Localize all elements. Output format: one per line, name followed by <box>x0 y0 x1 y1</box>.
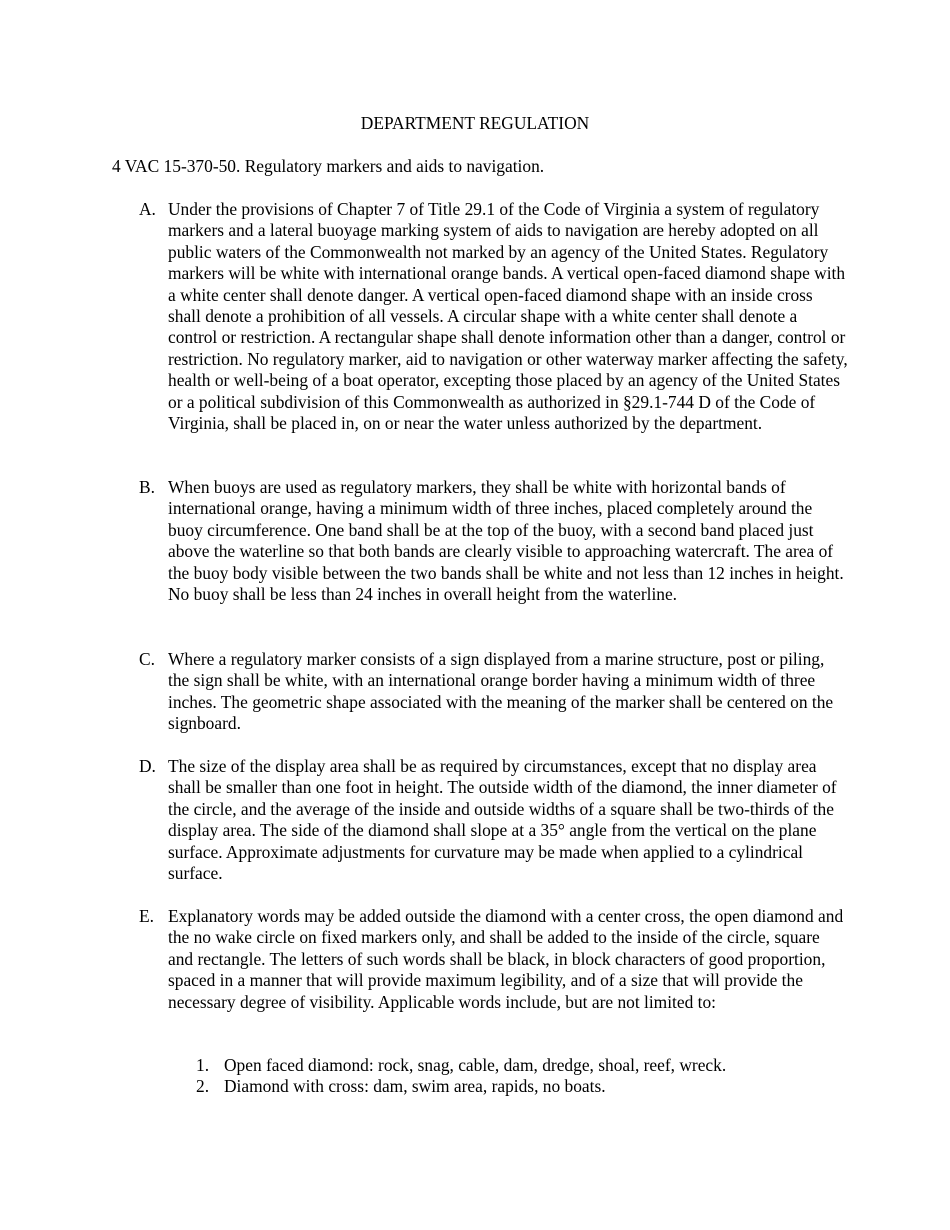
paragraph-letter: A. <box>139 199 156 219</box>
paragraph-text: Under the provisions of Chapter 7 of Title 29.1 of the Code of Virginia a system of regulatory markers and a lateral buoyage marking system of aids to navigation are hereby adopted on all public waters of the Commonwealth not marked by an agency of the United States. Regulatory markers will be white with international orange bands. A vertical open-faced diamond shape with a white center shall denote danger. A vertical open-faced diamond shape with an inside cross shall denote a prohibition of all vessels. A circular shape with a white center shall denote a control or restriction. A rectangular shape shall denote information other than a danger, control or restriction. No regulatory marker, aid to navigation or other waterway marker affecting the safety, health or well-being of a boat operator, excepting those placed by an agency of the United States or a political subdivision of this Commonwealth as authorized in §29.1-744 D of the Code of Virginia, shall be placed in, on or near the water unless authorized by the department. <box>168 199 848 434</box>
paragraph-text: The size of the display area shall be as required by circumstances, except that no display area shall be smaller than one foot in height. The outside width of the diamond, the inner diameter of the circle, and the average of the inside and outside widths of a square shall be two-thirds of the display area. The side of the diamond shall slope at a 35° angle from the vertical on the plane surface. Approximate adjustments for curvature may be made when applied to a cylindrical surface. <box>168 756 837 884</box>
list-item-number: 1. <box>196 1055 210 1075</box>
paragraph-letter: B. <box>139 477 155 497</box>
paragraph-letter: C. <box>139 649 155 669</box>
section-heading: 4 VAC 15-370-50. Regulatory markers and aids to navigation. <box>112 156 545 176</box>
paragraph-text: When buoys are used as regulatory markers, they shall be white with horizontal bands of international orange, having a minimum width of three inches, placed completely around the buoy circumference. One band shall be at the top of the buoy, with a second band placed just above the waterline so that both bands are clearly visible to approaching watercraft. The area of the buoy body visible between the two bands shall be white and not less than 12 inches in height. No buoy shall be less than 24 inches in overall height from the waterline. <box>168 477 844 605</box>
paragraph-letter: E. <box>139 906 154 926</box>
paragraph-text: Where a regulatory marker consists of a sign displayed from a marine structure, post or piling, the sign shall be white, with an international orange border having a minimum width of three inches. The geometric shape associated with the meaning of the marker shall be centered on the signboard. <box>168 649 834 734</box>
paragraph-text: Explanatory words may be added outside the diamond with a center cross, the open diamond and the no wake circle on fixed markers only, and shall be added to the inside of the circle, square and rectangle. The letters of such words shall be black, in block characters of good proportion, spaced in a manner that will provide maximum legibility, and of a size that will provide the necessary degree of visibility. Applicable words include, but are not limited to: <box>168 906 844 1012</box>
applicable-words-list <box>196 1055 846 1098</box>
paragraph-letter: D. <box>139 756 156 776</box>
document-title: DEPARTMENT REGULATION <box>360 113 590 133</box>
list-item-text: Diamond with cross: dam, swim area, rapids, no boats. <box>224 1076 606 1097</box>
list-item-number: 2. <box>196 1076 210 1097</box>
list-item <box>196 1076 846 1097</box>
list-item-text: Open faced diamond: rock, snag, cable, dam, dredge, shoal, reef, wreck. <box>224 1055 727 1075</box>
list-item <box>196 1055 846 1076</box>
